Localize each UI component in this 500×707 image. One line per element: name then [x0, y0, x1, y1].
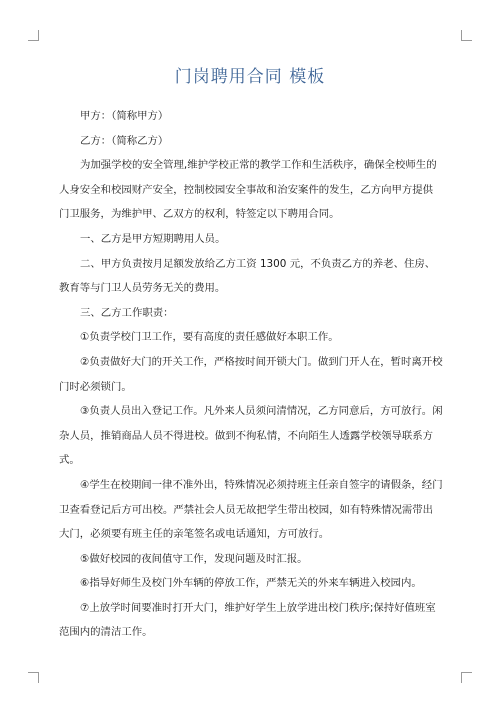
document-title: 门岗聘用合同 模板: [174, 67, 326, 87]
duty-item-5: ⑤做好校园的夜间值守工作，发现问题及时汇报。: [80, 552, 308, 565]
crop-mark-bottom-left: [28, 672, 39, 683]
duty-item-6: ⑥指导好师生及校门外车辆的停放工作，严禁无关的外来车辆进入校园内。: [80, 577, 422, 590]
duty-item-4: ④学生在校期间一律不准外出，特殊情况必须持班主任亲自签字的请假条，经门卫查看登记后方可出校。严禁社会人员无故把学生带出校园，如有特殊情况需带出大门，必须要有班主任的亲笔签名或电话通知，方可放行。: [59, 478, 443, 541]
party-b-line: 乙方：（简称乙方）: [80, 134, 169, 147]
duty-item-2: ②负责做好大门的开关工作，严格按时间开锁大门。做到门开人在，暂时离开校门时必须锁门。: [59, 355, 443, 393]
clause-1: 一、乙方是甲方短期聘用人员。: [80, 232, 226, 245]
duty-item-1: ①负责学校门卫工作，要有高度的责任感做好本职工作。: [80, 331, 339, 344]
document-body: [59, 104, 443, 645]
duty-item-7: ⑦上放学时间要准时打开大门，维护好学生上放学进出校门秩序;保持好值班室范围内的清洁工作。: [59, 601, 436, 639]
crop-mark-top-right: [461, 30, 472, 41]
paragraph-intro: 为加强学校的安全管理,维护学校正常的教学工作和生活秩序，确保全校师生的人身安全和校园财产安全，控制校园安全事故和治安案件的发生，乙方向甲方提供门卫服务，为维护甲、乙双方的权利，特签定以下聘用合同。: [59, 159, 437, 221]
clause-2: 二、甲方负责按月足额发放给乙方工资 1300 元，不负责乙方的养老、住房、教育等与门卫人员劳务无关的费用。: [59, 257, 436, 295]
crop-mark-top-left: [28, 30, 39, 41]
clause-3-heading: 三、乙方工作职责：: [80, 306, 174, 319]
crop-mark-bottom-right: [461, 672, 472, 683]
duty-item-3: ③负责人员出入登记工作。凡外来人员须问清情况，乙方同意后，方可放行。闲杂人员，推销商品人员不得进校。做到不徇私情，不向陌生人透露学校领导联系方式。: [59, 405, 443, 467]
party-a-line: 甲方：（简称甲方）: [80, 110, 169, 122]
